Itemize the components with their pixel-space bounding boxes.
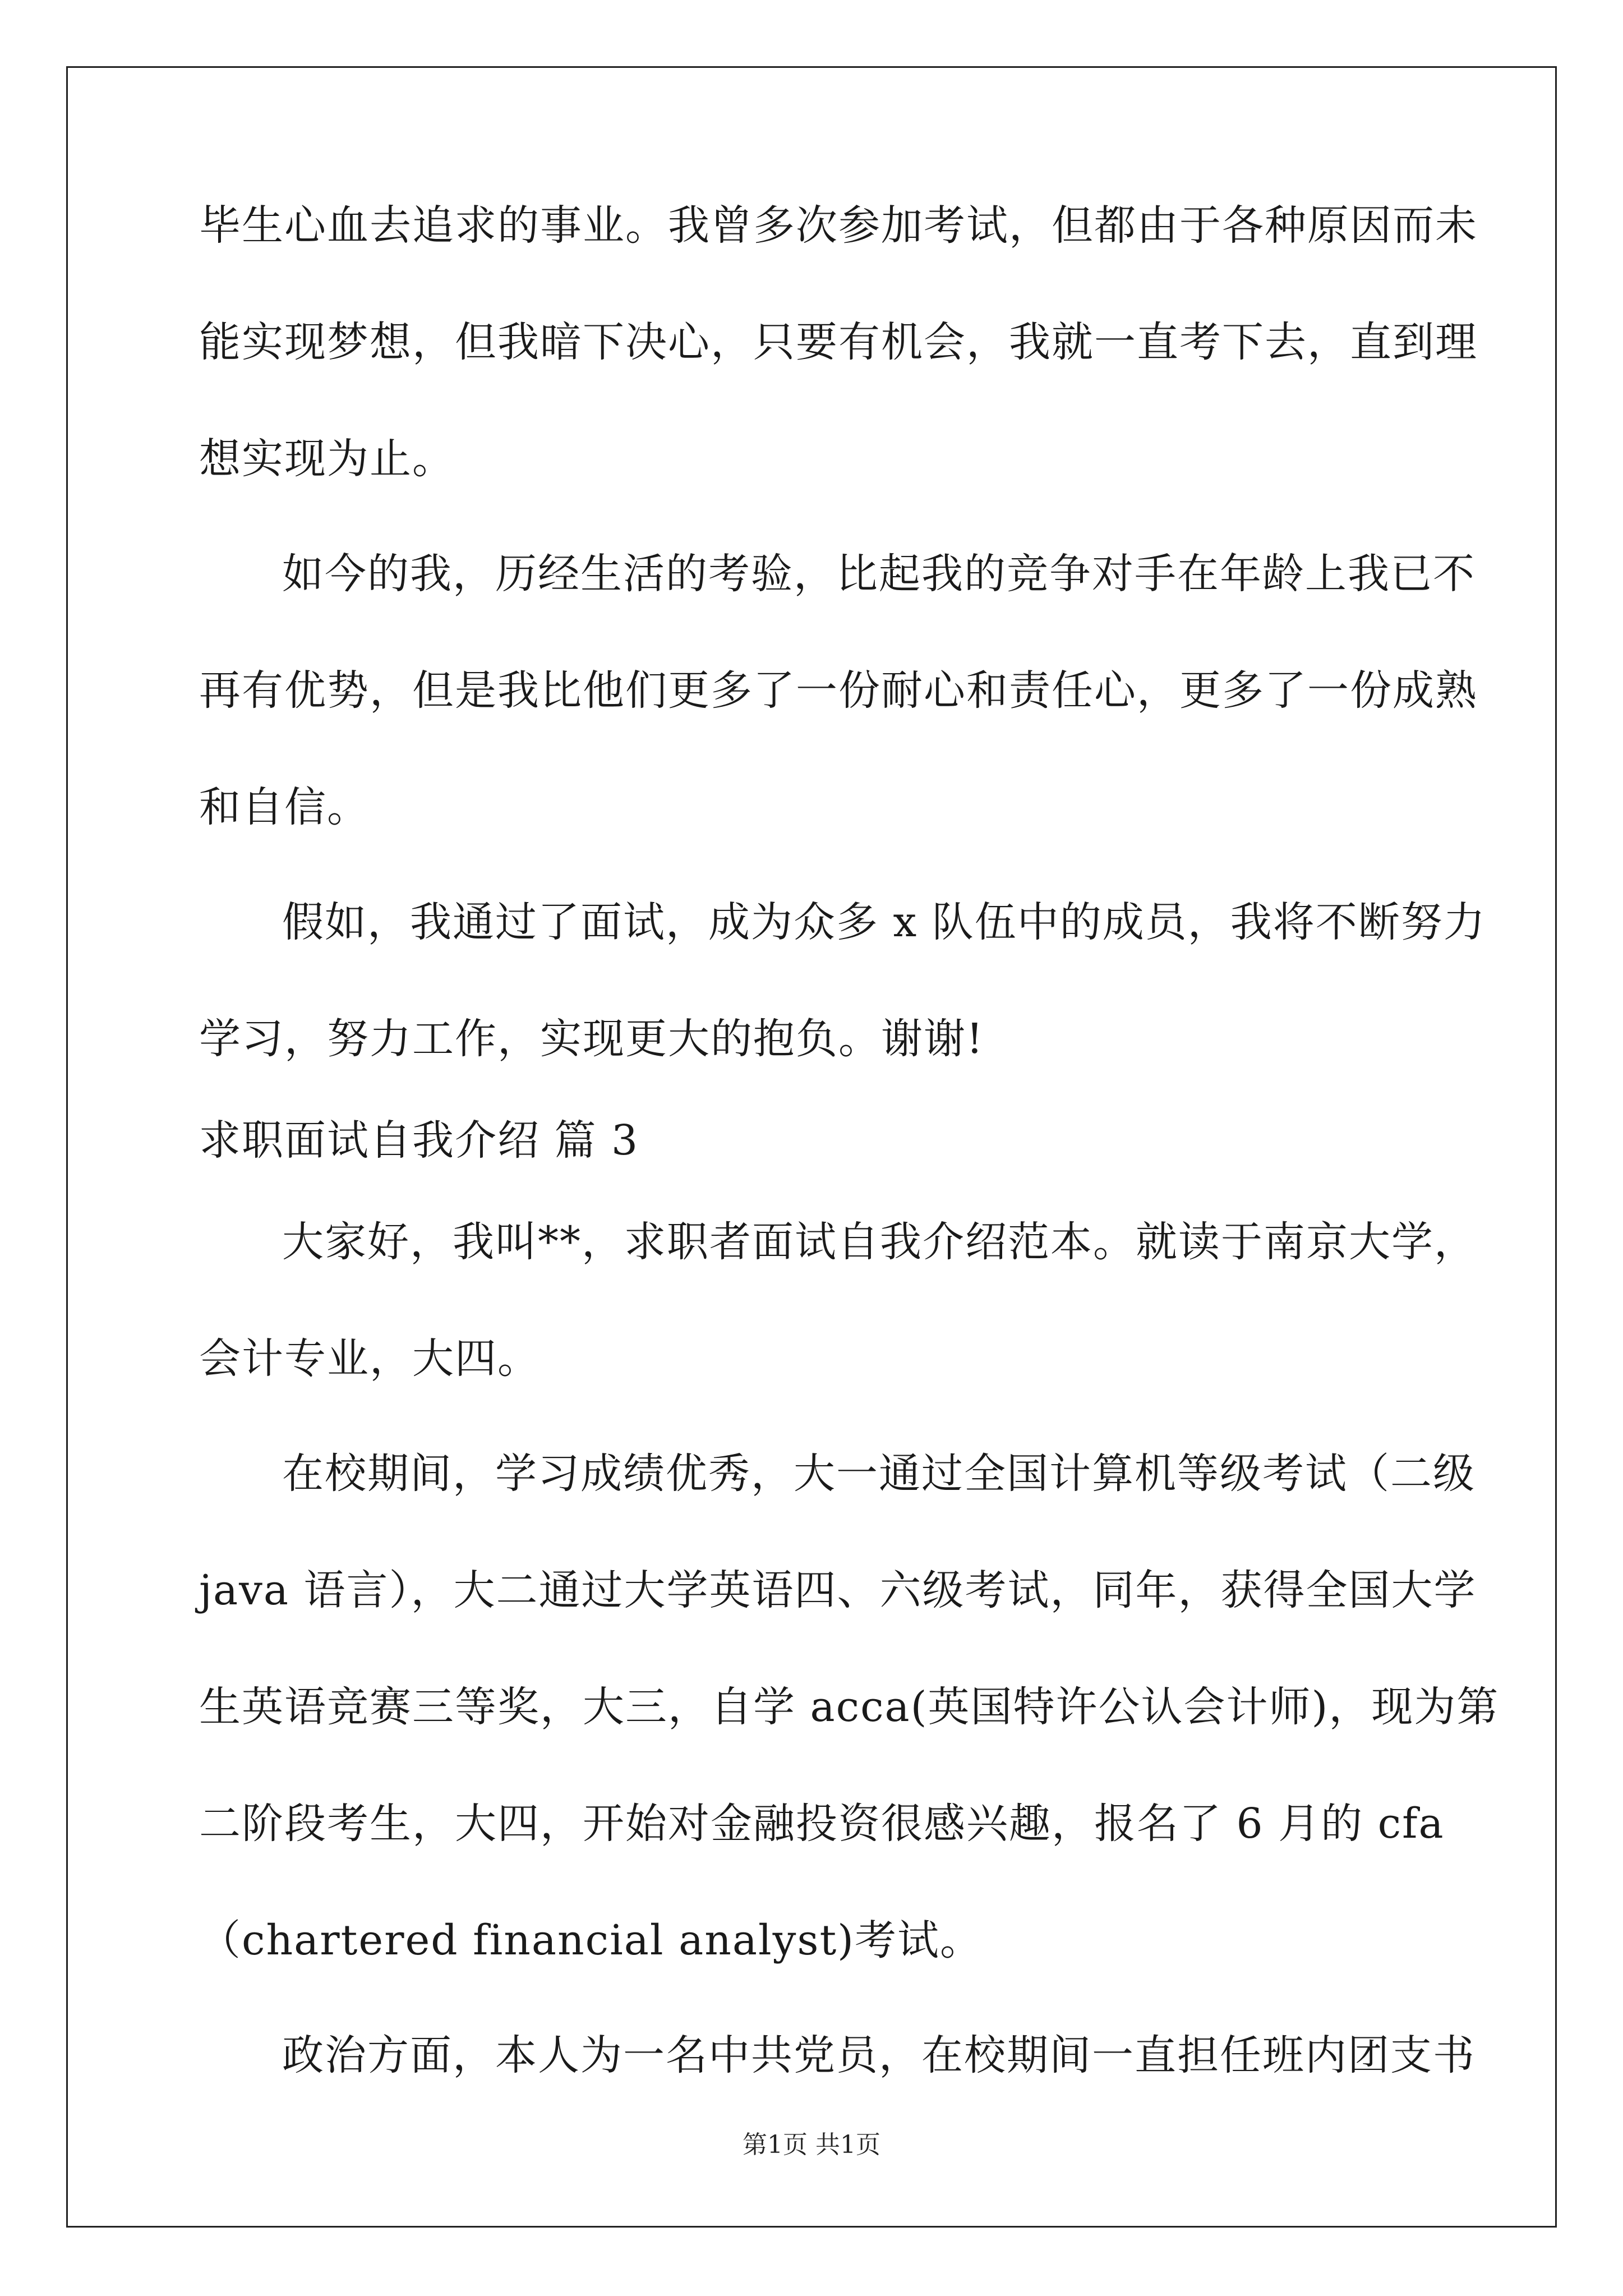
text-line: 能实现梦想，但我暗下决心，只要有机会，我就一直考下去，直到理 [199,318,1478,366]
text-line: java 语言），大二通过大学英语四、六级考试，同年，获得全国大学 [199,1566,1477,1614]
text-line: 生英语竞赛三等奖，大三，自学 acca(英国特许公认会计师)，现为第 [199,1683,1500,1731]
section-heading: 求职面试自我介绍 篇 3 [199,1116,639,1165]
text-line: 想实现为止。 [199,435,455,483]
text-line: 和自信。 [199,783,370,831]
paragraph-first-line: 大家好，我叫**，求职者面试自我介绍范本。就读于南京大学， [282,1218,1477,1266]
paragraph-first-line: 如今的我，历经生活的考验，比起我的竞争对手在年龄上我已不 [282,550,1476,598]
paragraph-first-line: 政治方面，本人为一名中共党员，在校期间一直担任班内团支书 [282,2031,1476,2079]
text-line: 毕生心血去追求的事业。我曾多次参加考试，但都由于各种原因而未 [199,201,1478,250]
text-line: 再有优势，但是我比他们更多了一份耐心和责任心，更多了一份成熟 [199,666,1478,715]
document-body [199,201,1500,2079]
text-line: 二阶段考生，大四，开始对金融投资很感兴趣，报名了 6 月的 cfa [199,1800,1445,1848]
text-line: 学习，努力工作，实现更大的抱负。谢谢! [199,1015,984,1063]
paragraph-first-line: 在校期间，学习成绩优秀，大一通过全国计算机等级考试（二级 [282,1450,1476,1498]
text-line: （chartered financial analyst)考试。 [199,1916,983,1964]
text-line: 会计专业，大四。 [199,1335,540,1383]
paragraph-first-line: 假如，我通过了面试，成为众多 x 队伍中的成员，我将不断努力 [282,898,1486,946]
page-number-footer: 第1页 共1页 [743,2131,880,2159]
